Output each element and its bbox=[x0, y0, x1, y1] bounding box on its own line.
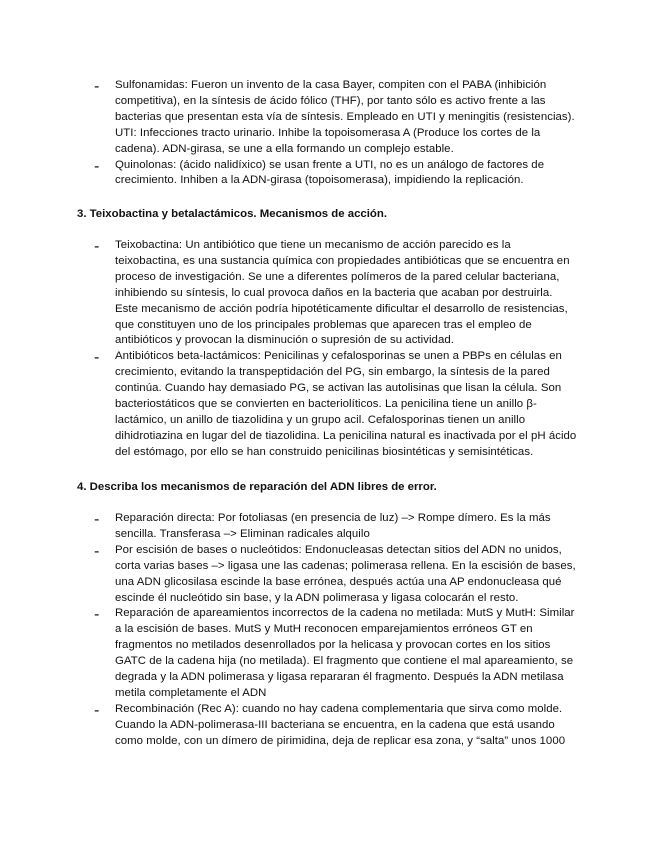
list-item-quinolonas bbox=[0, 158, 655, 190]
list-item-text: Quinolonas: (ácido nalidíxico) se usan frente a UTI, no es un análogo de factores de crecimiento. Inhiben a la ADN-girasa (topoisomerasa), impidiendo la replicación. bbox=[115, 158, 545, 187]
antibiotics-list-section bbox=[0, 78, 655, 189]
list-item-text: Teixobactina: Un antibiótico que tiene un mecanismo de acción parecido es la teixobactina, es una sustancia química con propiedades antibióticas que se encuentra en proceso de investigación. Se une a diferentes polímeros de la pared celular bacteriana, inhibiendo su síntesis, lo cual provoca daños en la bacteria que acaban por destruirla. Este mecanismo de acción podría hipotéticamente dificultar el desarrollo de resistencias, que constituyen uno de los principales problemas que aparecen tras el empleo de antibióticos y provocan la disminución o supresión de su actividad. bbox=[115, 239, 570, 347]
list-item-teixobactina bbox=[0, 238, 655, 349]
list-item-text: Recombinación (Rec A): cuando no hay cadena complementaria que sirva como molde. Cuando la ADN-polimerasa-III bacteriana se encuentra, en la cadena que está usando como molde, con un dímero de pirimidina, deja de replicar esa zona, y “salta” unos 1000 bbox=[115, 702, 566, 747]
list-item-escision-bases bbox=[0, 543, 655, 607]
list-item-text: Reparación directa: Por fotoliasas (en presencia de luz) –> Rompe dímero. Es la más sencilla. Transferasa –> Eliminan radicales alquilo bbox=[115, 512, 551, 540]
bullet-dash: - bbox=[94, 542, 100, 560]
bullet-dash: - bbox=[94, 349, 100, 367]
list-item-text: Reparación de apareamientos incorrectos de la cadena no metilada: MutS y MutH: Similar a la escisión de bases. MutS y MutH reconocen emparejamientos erróneos GT en fragmentos no metilados desenrollados por la helicasa y provocan cortes en los sitios GATC de la cadena hija (no metilada). El fragmento que contiene el mal apareamiento, se degrada y la ADN polimerasa y ligasa repararan él fragmento. Después la ADN metilasa metila completamente el ADN bbox=[115, 607, 575, 699]
bullet-list bbox=[0, 78, 655, 189]
list-item-reparacion-directa bbox=[0, 511, 655, 543]
bullet-list bbox=[0, 238, 655, 461]
bullet-dash: - bbox=[94, 606, 100, 624]
list-item-text: Por escisión de bases o nucleótidos: Endonucleasas detectan sitios del ADN no unidos, corta varias bases –> ligasa une las cadenas; polimerasa rellena. En la escisión de bases, una ADN glicosilasa escinde la base errónea, después actúa una AP endonucleasa qué escinde él nucleótido sin base, y la ADN polimerasa y ligasa colocarán el resto. bbox=[115, 543, 576, 604]
bullet-list bbox=[0, 511, 655, 750]
dna-repair-list-section bbox=[0, 511, 655, 750]
list-item-betalactamicos bbox=[0, 349, 655, 460]
list-item-sulfonamidas bbox=[0, 78, 655, 158]
section-heading-4: 4. Describa los mecanismos de reparación del ADN libres de error. bbox=[77, 481, 437, 493]
list-item-mismatch-repair bbox=[0, 606, 655, 701]
bullet-dash: - bbox=[94, 701, 100, 719]
bullet-dash: - bbox=[94, 78, 100, 95]
list-item-text: Sulfonamidas: Fueron un invento de la casa Bayer, compiten con el PABA (inhibición competitiva), en la síntesis de ácido fólico (THF), por tanto sólo es activo frente a las bacterias que presentan esta vía de síntesis. Empleado en UTI y meningitis (resistencias). UTI: Infecciones tracto urinario. Inhibe la topoisomerasa A (Produce los cortes de la cadena). ADN-girasa, se une a ella formando un complejo estable. bbox=[115, 79, 575, 155]
list-item-recombinacion bbox=[0, 702, 655, 750]
mechanisms-list-section bbox=[0, 238, 655, 461]
section-heading-3: 3. Teixobactina y betalactámicos. Mecanismos de acción. bbox=[77, 208, 387, 220]
bullet-dash: - bbox=[94, 238, 100, 255]
bullet-dash: - bbox=[94, 511, 100, 528]
bullet-dash: - bbox=[94, 157, 100, 175]
list-item-text: Antibióticos beta-lactámicos: Penicilinas y cefalosporinas se unen a PBPs en células en crecimiento, evitando la transpeptidación del PG, sin embargo, la síntesis de la pared continúa. Cuando hay demasiado PG, se activan las autolisinas que lisan la célula. Son bacteriostáticos que se convierten en bacteriolíticos. La penicilina tiene un anillo β-lactámico, un anillo de tiazolidina y un grupo acil. Cefalosporinas tienen un anillo dihidrotiazina en lugar del de tiazolidina. La penicilina natural es inactivada por el pH ácido del estómago, por ello se han construido penicilinas biosintéticas y semisintéticas. bbox=[115, 350, 577, 458]
